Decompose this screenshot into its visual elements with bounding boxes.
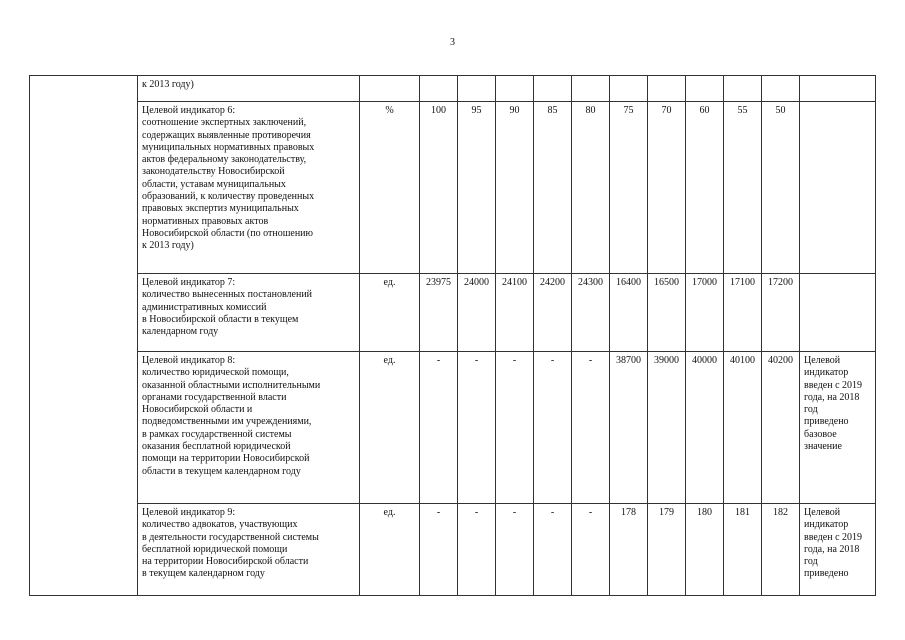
value-cell <box>572 76 610 102</box>
table-row <box>30 102 876 274</box>
value-cell: - <box>458 504 496 596</box>
note-line: введен с 2019 <box>804 379 863 391</box>
unit-cell: ед. <box>360 504 420 596</box>
value-cell <box>648 76 686 102</box>
value-cell: 23975 <box>420 274 458 352</box>
value-cell: 85 <box>534 102 572 274</box>
description-line: к 2013 году) <box>142 79 194 90</box>
description-line: Новосибирской области и <box>142 404 253 416</box>
description-line: оказанной областными исполнительными <box>142 379 321 391</box>
value-cell: 40100 <box>724 352 762 504</box>
description-line: на территории Новосибирской области <box>142 556 309 568</box>
indicator-description <box>138 76 360 102</box>
note-line: приведено <box>804 568 849 580</box>
value-cell: - <box>496 504 534 596</box>
value-cell: - <box>534 504 572 596</box>
value-cell: - <box>458 352 496 504</box>
description-line: органами государственной власти <box>142 391 287 403</box>
value-cell: 16500 <box>648 274 686 352</box>
value-cell: 17100 <box>724 274 762 352</box>
description-line: области, уставам муниципальных <box>142 178 286 190</box>
value-cell <box>686 76 724 102</box>
description-line: подведомственными им учреждениями, <box>142 416 312 428</box>
note-line: индикатор <box>804 519 849 531</box>
value-cell <box>762 76 800 102</box>
note-cell <box>800 274 876 352</box>
unit-cell: ед. <box>360 274 420 352</box>
note-cell <box>800 504 876 596</box>
value-cell: 55 <box>724 102 762 274</box>
note-line: значение <box>804 441 842 453</box>
description-line: Целевой индикатор 9: <box>142 507 236 518</box>
value-cell: 70 <box>648 102 686 274</box>
note-line: год <box>804 404 818 416</box>
description-line: оказания бесплатной юридической <box>142 441 291 453</box>
indicator-description <box>138 102 360 274</box>
value-cell: - <box>572 352 610 504</box>
value-cell <box>496 76 534 102</box>
indicators-table <box>29 75 876 596</box>
table-row <box>30 274 876 352</box>
value-cell: 24200 <box>534 274 572 352</box>
value-cell: - <box>420 352 458 504</box>
value-cell <box>458 76 496 102</box>
description-line: законодательству Новосибирской <box>142 166 285 178</box>
value-cell: 80 <box>572 102 610 274</box>
value-cell: - <box>420 504 458 596</box>
value-cell: 182 <box>762 504 800 596</box>
table-row <box>30 352 876 504</box>
description-line: содержащих выявленные противоречия <box>142 129 311 141</box>
description-line: в деятельности государственной системы <box>142 531 319 543</box>
unit-cell <box>360 76 420 102</box>
description-line: области в текущем календарном году <box>142 465 301 477</box>
value-cell: 38700 <box>610 352 648 504</box>
description-line: бесплатной юридической помощи <box>142 543 288 555</box>
note-line: Целевой <box>804 507 841 518</box>
indicator-description <box>138 504 360 596</box>
value-cell: 95 <box>458 102 496 274</box>
description-line: нормативных правовых актов <box>142 215 269 227</box>
value-cell: 40000 <box>686 352 724 504</box>
value-cell: 17000 <box>686 274 724 352</box>
table-row <box>30 76 876 102</box>
unit-cell: % <box>360 102 420 274</box>
description-line: административных комиссий <box>142 301 267 313</box>
note-line: введен с 2019 <box>804 531 863 543</box>
value-cell: 178 <box>610 504 648 596</box>
indicator-description <box>138 352 360 504</box>
description-line: помощи на территории Новосибирской <box>142 453 310 465</box>
unit-cell: ед. <box>360 352 420 504</box>
value-cell: 75 <box>610 102 648 274</box>
value-cell: 16400 <box>610 274 648 352</box>
description-line: Новосибирской области (по отношению <box>142 227 314 239</box>
value-cell: 181 <box>724 504 762 596</box>
description-line: Целевой индикатор 8: <box>142 355 236 366</box>
description-line: количество вынесенных постановлений <box>142 289 313 301</box>
indicator-description <box>138 274 360 352</box>
note-line: года, на 2018 <box>804 543 860 555</box>
description-line: календарном году <box>142 326 219 338</box>
note-cell <box>800 76 876 102</box>
note-line: год <box>804 556 818 568</box>
description-line: в текущем календарном году <box>142 568 265 580</box>
value-cell: 60 <box>686 102 724 274</box>
value-cell: 17200 <box>762 274 800 352</box>
value-cell: 179 <box>648 504 686 596</box>
note-line: приведено <box>804 416 849 428</box>
value-cell <box>534 76 572 102</box>
note-line: базовое <box>804 428 837 440</box>
note-line: индикатор <box>804 367 849 379</box>
description-line: к 2013 году) <box>142 240 194 252</box>
value-cell <box>420 76 458 102</box>
value-cell: 24000 <box>458 274 496 352</box>
note-line: года, на 2018 <box>804 391 860 403</box>
table-row <box>30 504 876 596</box>
description-line: актов федеральному законодательству, <box>142 154 307 166</box>
value-cell: - <box>572 504 610 596</box>
description-line: количество адвокатов, участвующих <box>142 519 298 531</box>
description-line: муниципальных нормативных правовых <box>142 141 315 153</box>
description-line: Целевой индикатор 7: <box>142 277 236 288</box>
description-line: образований, к количеству проведенных <box>142 191 315 203</box>
description-line: соотношение экспертных заключений, <box>142 117 307 129</box>
page-number: 3 <box>450 37 455 48</box>
note-line: Целевой <box>804 355 841 366</box>
value-cell: 24300 <box>572 274 610 352</box>
description-line: правовых экспертиз муниципальных <box>142 203 299 215</box>
value-cell: 100 <box>420 102 458 274</box>
description-line: в Новосибирской области в текущем <box>142 313 299 325</box>
value-cell <box>610 76 648 102</box>
note-cell <box>800 102 876 274</box>
description-line: в рамках государственной системы <box>142 428 292 440</box>
value-cell: 90 <box>496 102 534 274</box>
value-cell: 24100 <box>496 274 534 352</box>
value-cell <box>724 76 762 102</box>
value-cell: - <box>496 352 534 504</box>
value-cell: 39000 <box>648 352 686 504</box>
description-line: Целевой индикатор 6: <box>142 105 236 116</box>
section-cell <box>30 76 138 596</box>
value-cell: 180 <box>686 504 724 596</box>
value-cell: 50 <box>762 102 800 274</box>
note-cell <box>800 352 876 504</box>
description-line: количество юридической помощи, <box>142 367 289 379</box>
value-cell: 40200 <box>762 352 800 504</box>
value-cell: - <box>534 352 572 504</box>
